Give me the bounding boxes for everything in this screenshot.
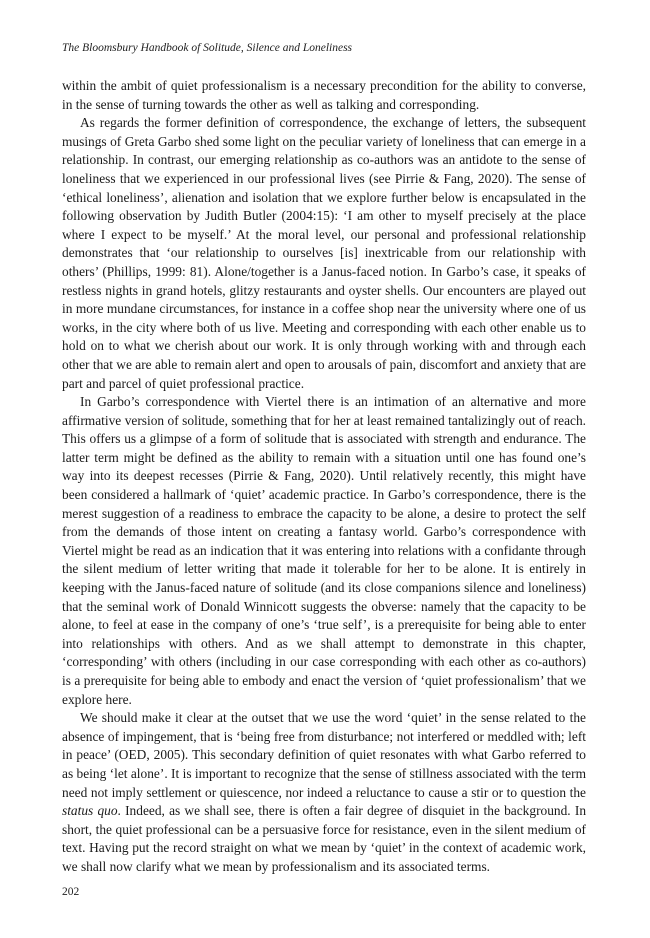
text-run: We should make it clear at the outset that we use the word ‘quiet’ in the sense related to the absence of impingement, that is ‘being free from disturbance; not interfered or meddled with; left in peace’ (OED, 2005). This secondary definition of quiet resonates with what Garbo referred to as being ‘let alone’. It is important to recognize that the sense of stillness associated with the term need not imply settlement or quiescence, nor indeed a reluctance to cause a stir or to question the [62, 710, 586, 800]
text-run: . Indeed, as we shall see, there is often a fair degree of disquiet in the background. In short, the quiet professional can be a persuasive force for resistance, even in the silent medium of text. Having put the record straight on what we mean by ‘quiet’ in the context of academic work, we shall now clarify what we mean by professionalism and its associated terms. [62, 803, 587, 874]
text-run: As regards the former definition of correspondence, the exchange of letters, the subsequent musings of Greta Garbo shed some light on the peculiar variety of loneliness that can emerge in a relationship. In contrast, our emerging relationship as co-authors was an antidote to the sense of loneliness that we experienced in our professional lives (see Pirrie & Fang, 2020). The sense of ‘ethical loneliness’, alienation and isolation that we explore further below is encapsulated in the following observation by Judith Butler (2004:15): ‘I am other to myself precisely at the place where I expect to be myself.’ At the moral level, our personal and professional relationship demonstrates that ‘our relationship to ourselves [is] inextricable from our relationship with others’ (Phillips, 1999: 81). Alone/together is a Janus-faced notion. In Garbo’s case, it speaks of restless nights in grand hotels, glitzy restaurants and oyster shells. Our encounters are played out in more mundane circumstances, for instance in a coffee shop near the university where one of us works, in the city where both of us live. Meeting and corresponding with each other enable us to hold on to what we cherish about our work. It is only through working with and through each other that we are able to remain alert and open to arousals of pain, discomfort and anxiety that are part and parcel of quiet professional practice. [62, 115, 586, 391]
paragraph [62, 393, 586, 709]
text-run: In Garbo’s correspondence with Viertel there is an intimation of an alternative and more affirmative version of solitude, something that for her at least remained tantalizingly out of reach. This offers us a glimpse of a form of solitude that is associated with strength and endurance. The latter term might be defined as the ability to remain with a situation until one has found one’s way into its deepest recesses (Pirrie & Fang, 2020). Until relatively recently, this might have been considered a hallmark of ‘quiet’ academic practice. In Garbo’s correspondence, there is the merest suggestion of a readiness to embrace the capacity to be alone, a desire to protect the self from the demands of those intent on creating a fantasy world. Garbo’s correspondence with Viertel might be read as an indication that it was entering into relations with a confidante through the silent medium of letter writing that made it tolerable for her to be alone. It is entirely in keeping with the Janus-faced nature of solitude (and its close companions silence and loneliness) that the seminal work of Donald Winnicott suggests the obverse: namely that the capacity to be alone, to feel at ease in the company of one’s ‘true self’, is a prerequisite for being able to enter into relationships with others. And as we shall attempt to demonstrate in this chapter, ‘corresponding’ with others (including in our case corresponding with each other as co-authors) is a prerequisite for being able to embody and enact the version of ‘quiet professionalism’ that we explore here. [62, 394, 586, 707]
paragraph [62, 77, 586, 114]
italic-text: status quo [62, 803, 118, 819]
body-text [62, 77, 586, 877]
running-head: The Bloomsbury Handbook of Solitude, Silence and Loneliness [62, 42, 353, 54]
paragraph [62, 114, 586, 393]
text-run: within the ambit of quiet professionalism is a necessary precondition for the ability to converse, in the sense of turning towards the other as well as talking and corresponding. [62, 78, 586, 112]
paragraph [62, 709, 586, 876]
page-number: 202 [62, 886, 80, 898]
